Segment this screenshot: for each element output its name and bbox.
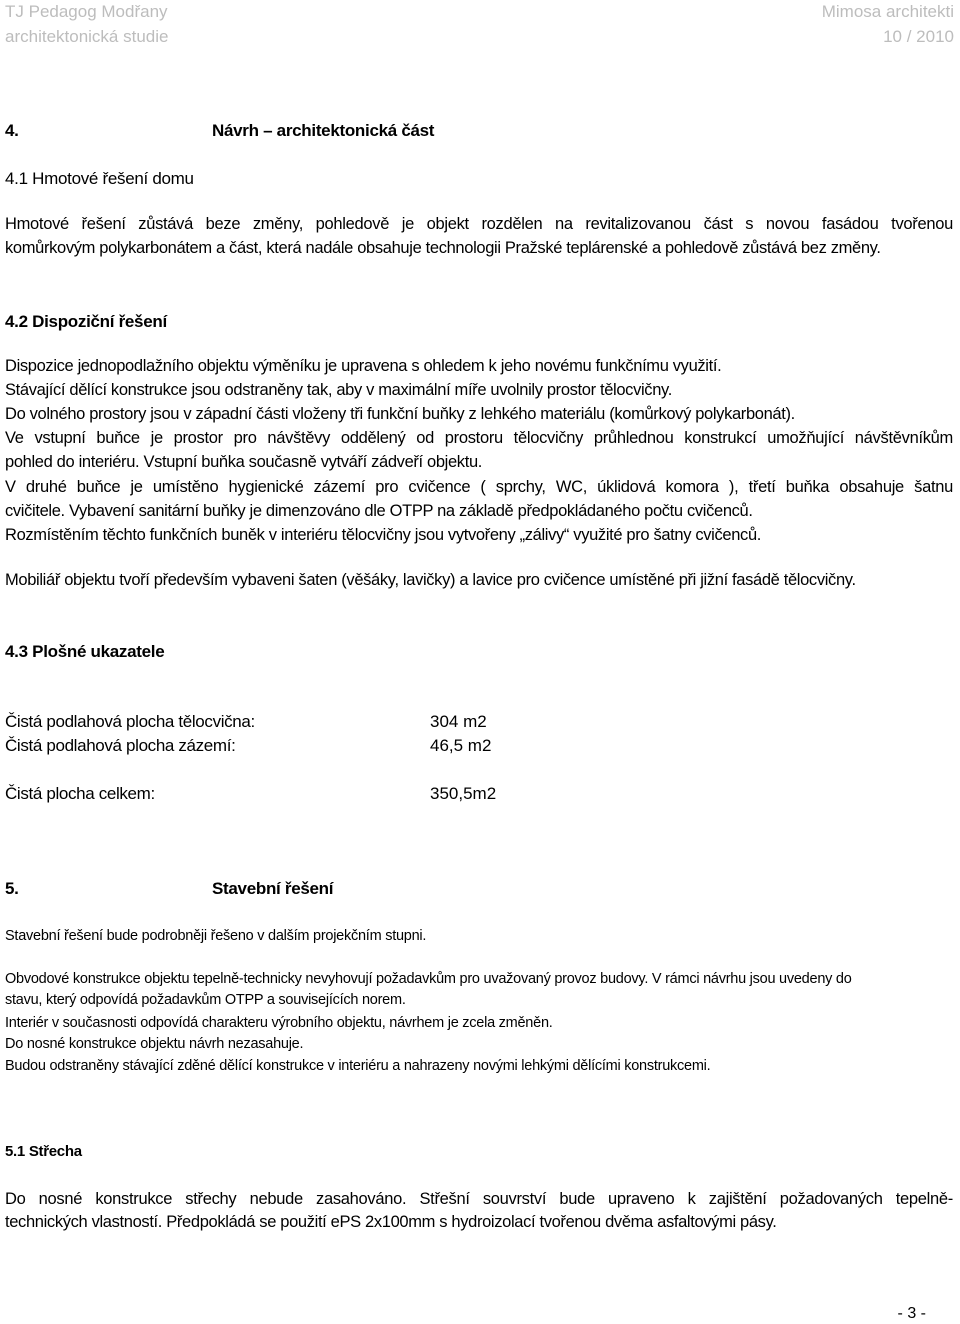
paragraph-line: pohled do interiéru. Vstupní buňka současně vytváří zádveří objektu. [5,453,483,471]
paragraph-line: V druhé buňce je umístěno hygienické zázemí pro cvičence ( sprchy, WC, úklidová komora ), třetí buňka obsahuje šatnu [5,478,953,496]
page-number: - 3 - [897,1305,926,1322]
area-row-label: Čistá podlahová plocha tělocvična: [5,712,255,731]
header-date: 10 / 2010 [883,27,954,46]
paragraph-line: Stavební řešení bude podrobněji řešeno v dalším projekčním stupni. [5,928,427,944]
paragraph-line: technických vlastností. Předpokládá se použití ePS 2x100mm s hydroizolací tvořenou dvěma asfaltovými pásy. [5,1213,777,1231]
section-5-1-heading: 5.1 Střecha [5,1143,82,1160]
paragraph-line: Dispozice jednopodlažního objektu výměníku je upravena s ohledem k jeho novému funkčnímu využití. [5,357,722,375]
section-5-title: Stavební řešení [212,879,334,898]
paragraph-line: Do volného prostory jsou v západní části vloženy tři funkční buňky z lehkého materiálu (komůrkový polykarbonát). [5,405,795,423]
area-row-value: 46,5 m2 [430,736,492,755]
paragraph-line: Obvodové konstrukce objektu tepelně-technicky nevyhovují požadavkům pro uvažovaný provoz budovy. V rámci návrhu jsou uvedeny do [5,971,852,987]
paragraph-line: Hmotové řešení zůstává beze změny, pohledově je objekt rozdělen na revitalizovanou část s novou fasádou tvořenou [5,215,953,233]
header-company: TJ Pedagog Modřany [5,2,168,21]
paragraph-line: Mobiliář objektu tvoří především vybaveni šaten (věšáky, lavičky) a lavice pro cvičence umístěné při jižní fasádě tělocvičny. [5,571,856,589]
paragraph-line: Do nosné konstrukce střechy nebude zasahováno. Střešní souvrství bude upraveno k zajištění požadovaných tepelně- [5,1190,953,1208]
paragraph-line: Budou odstraněny stávající zděné dělící konstrukce v interiéru a nahrazeny novými lehkými dělícími konstrukcemi. [5,1058,711,1074]
area-row-value: 304 m2 [430,712,487,731]
section-4-number: 4. [5,121,19,140]
area-total-label: Čistá plocha celkem: [5,784,155,803]
paragraph-line: Ve vstupní buňce je prostor pro návštěvy oddělený od prostoru tělocvičny průhlednou konstrukcí umožňující návštěvníkům [5,429,953,447]
paragraph-line: Rozmístěním těchto funkčních buněk v interiéru tělocvičny jsou vytvořeny „zálivy“ využité pro šatny cvičenců. [5,526,762,544]
paragraph-line: Interiér v současnosti odpovídá charakteru výrobního objektu, návrhem je zcela změněn. [5,1015,553,1031]
paragraph-line: komůrkovým polykarbonátem a část, která nadále obsahuje technologii Pražské teplárenské a pohledově zůstává bez změny. [5,239,881,257]
paragraph-line: cvičitele. Vybavení sanitární buňky je dimenzováno dle OTPP na základě předpokládaného počtu cvičenců. [5,502,753,520]
area-row-label: Čistá podlahová plocha zázemí: [5,736,236,755]
area-total-value: 350,5m2 [430,784,497,803]
header-subtitle: architektonická studie [5,27,169,46]
paragraph-line: Do nosné konstrukce objektu návrh nezasahuje. [5,1036,304,1052]
section-4-title: Návrh – architektonická část [212,121,435,140]
section-5-number: 5. [5,879,19,898]
section-4-2-heading: 4.2 Dispoziční řešení [5,312,167,331]
paragraph-line: Stávající dělící konstrukce jsou odstraněny tak, aby v maximální míře uvolnily prostor tělocvičny. [5,381,672,399]
header-firm: Mimosa architekti [821,2,954,21]
paragraph-line: stavu, který odpovídá požadavkům OTPP a souvisejících norem. [5,992,406,1008]
section-4-3-heading: 4.3 Plošné ukazatele [5,642,165,661]
section-4-1-heading: 4.1 Hmotové řešení domu [5,169,194,188]
